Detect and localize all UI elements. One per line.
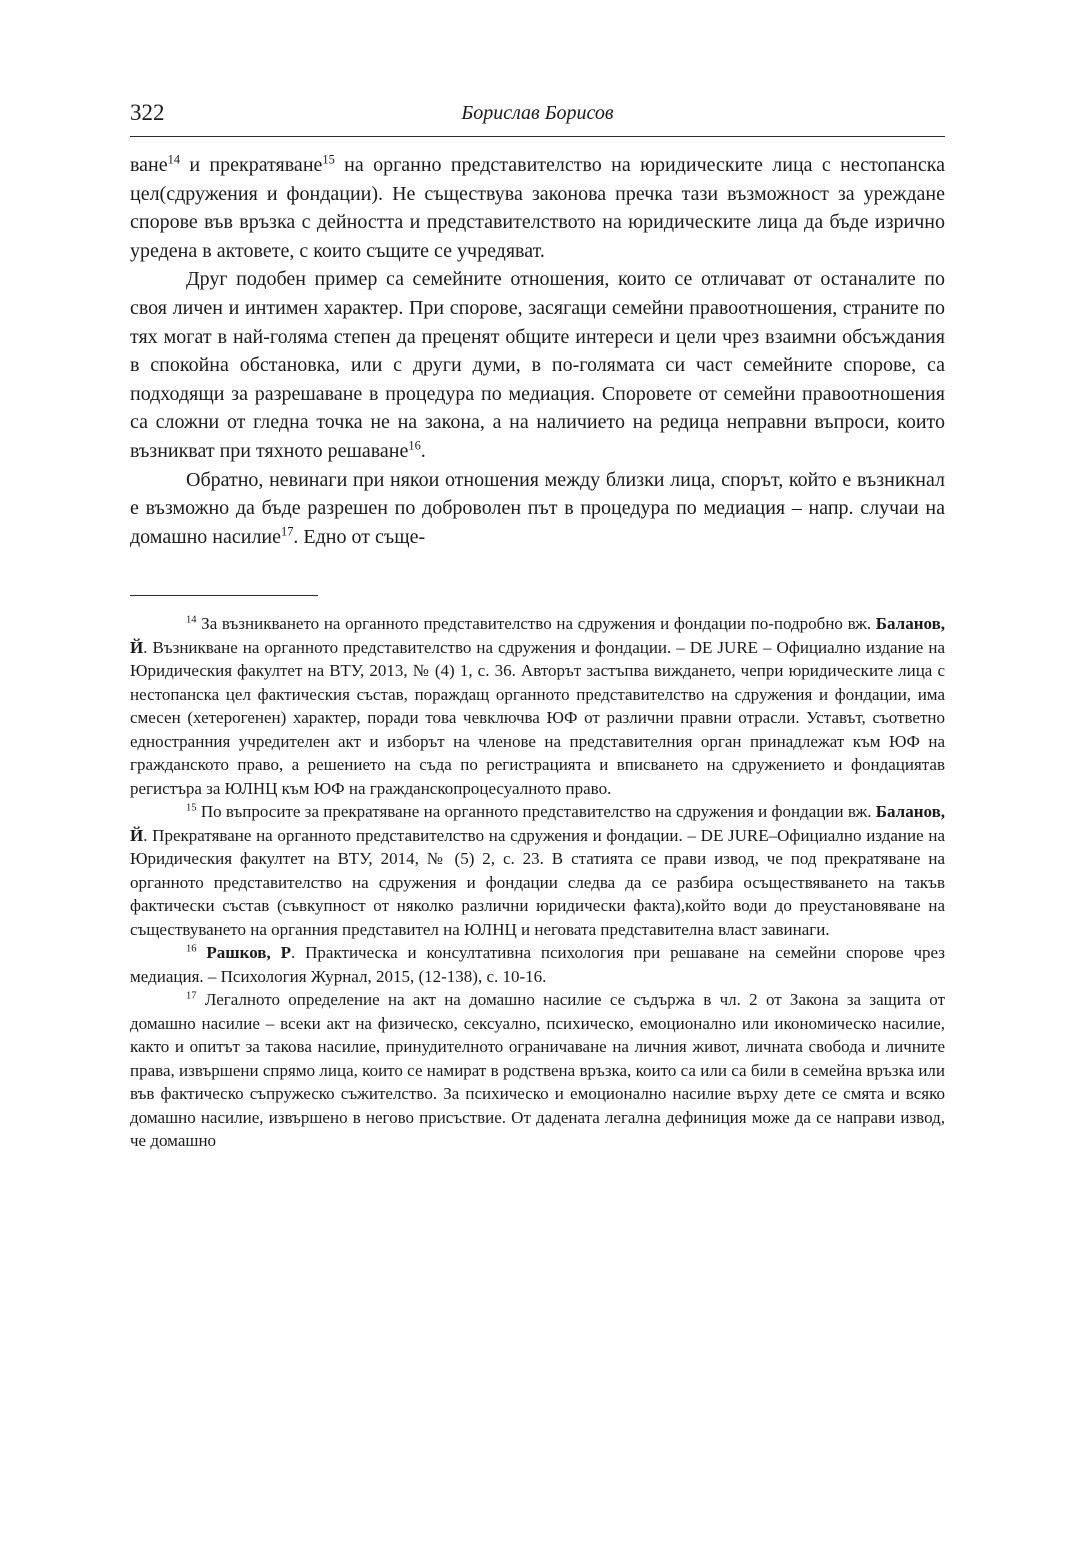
footnote-separator bbox=[130, 595, 318, 596]
body-paragraph: Друг подобен пример са семейните отношения, които се отличават от останалите по своя личен и интимен характер. При спорове, засягащи семейни правоотношения, страните по тях могат в най-голяма степен да преценят общите интереси и цели чрез взаимни обсъждания в спокойна обстановка, или с други думи, в по-голямата си част семейните спорове, са подходящи за разрешаване в процедура по медиация. Споровете от семейни правоотношения са сложни от гледна точка не на закона, а на наличието на редица неправни въпроси, които възникват при тяхното решаване$^{16}$. bbox=[130, 268, 945, 462]
running-title: Борислав Борисов bbox=[461, 102, 614, 124]
footnote-16: $^{16}$ Рашков, Р. Практическа и консултативна психология при решаване на семейни спорове чрез медиация. – Психология Журнал, 2015, (12-138), с. 10-16. bbox=[130, 943, 945, 986]
footnote-17: $^{17}$ Легалното определение на акт на домашно насилие се съдържа в чл. 2 от Закона за защита от домашно насилие – всеки акт на физическо, сексуално, психическо, емоционално или икономическо насилие, както и опитът за такова насилие, принудителното ограничаване на личния живот, личната свобода и личните права, извършени спрямо лица, които се намират в родствена връзка, които са или са били в семейна връзка или във фактическо съпружеско съжителство. За психическо и емоционално насилие върху дете се смята и всяко домашно насилие, извършено в негово присъствие. От дадената легална дефиниция може да се направи извод, че домашно bbox=[130, 990, 945, 1151]
body-text bbox=[130, 151, 945, 551]
body-paragraph: Обратно, невинаги при някои отношения между близки лица, спорът, който е възникнал е възможно да бъде разрешен по доброволен път в процедура по медиация – напр. случаи на домашно насилие$^{17}$. Едно от съще- bbox=[130, 468, 945, 548]
page-number: 322 bbox=[130, 100, 165, 125]
footnote-15: $^{15}$ По въпросите за прекратяване на органното представителство на сдружения и фондации вж. Баланов, Й. Прекратяване на органното представителство на сдружения и фондации. – DE JURE–Официално издание на Юридическия факултет на ВТУ, 2014, № (5) 2, с. 23. В статията се прави извод, че под прекратяване на органното представителство на сдружения и фондации следва да се разбира осъществяването на такъв фактически състав (съвкупност от няколко различни юридически факта),който води до преустановяване на съществуването на органния представител на ЮЛНЦ и неговата представителна власт завинаги. bbox=[130, 802, 945, 939]
page-header bbox=[130, 100, 945, 132]
footnote-14: $^{14}$ За възникването на органното представителство на сдружения и фондации по-подробно вж. Баланов, Й. Възникване на органното представителство на сдружения и фондации. – DE JURE – Официално издание на Юридическия факултет на ВТУ, 2013, № (4) 1, с. 36. Авторът застъпва виждането, чепри юридическите лица с нестопанска цел фактическия състав, пораждащ органното представителство на сдружения и фондации, има смесен (хетерогенен) характер, поради това чевключва ЮФ от различни правни отрасли. Уставът, съответно едностранния учредителен акт и изборът на членове на представителния орган принадлежат към ЮФ на гражданското право, а решението на съда по регистрацията и вписването на сдружението и фондациятав регистъра за ЮЛНЦ към ЮФ на гражданскопроцесуалното право. bbox=[130, 614, 945, 798]
header-rule bbox=[130, 136, 945, 137]
body-paragraph-continuation: ване$^{14}$ и прекратяване$^{15}$ на органно представителство на юридическите лица с нестопанска цел(сдружения и фондации). Не съществува законова пречка тази възможност за уреждане спорове във връзка с дейността и представителството на юридическите лица да бъде изрично уредена в актовете, с които същите се учредяват. bbox=[130, 152, 945, 262]
footnotes bbox=[130, 612, 945, 1153]
